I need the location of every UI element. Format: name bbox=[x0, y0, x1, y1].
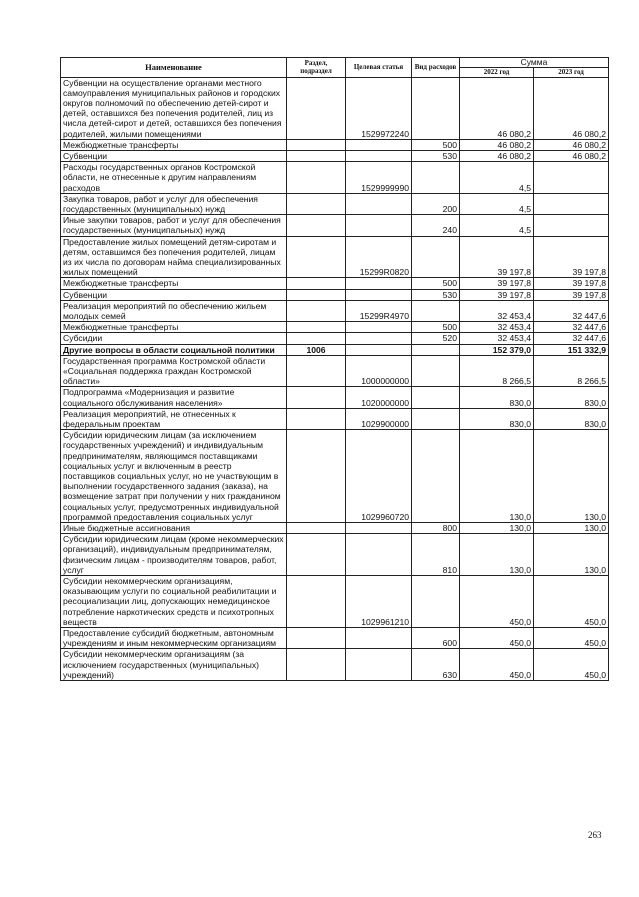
row-expense-type-cell bbox=[412, 387, 460, 408]
row-section-cell bbox=[287, 333, 346, 344]
row-expense-type-cell: 810 bbox=[412, 534, 460, 576]
row-name-cell: Предоставление жилых помещений детям-сиротам и детям, оставшимся без попечения родителей, лицам из их числа по договорам найма специализированных жилых помещений bbox=[61, 236, 287, 278]
row-expense-type-cell: 630 bbox=[412, 649, 460, 681]
header-section: Раздел, подраздел bbox=[287, 58, 346, 78]
table-row bbox=[61, 236, 609, 278]
row-expense-type-cell bbox=[412, 430, 460, 523]
row-sum-2023-cell: 32 447,6 bbox=[534, 322, 609, 333]
table-row bbox=[61, 215, 609, 236]
row-target-cell bbox=[346, 649, 412, 681]
row-sum-2022-cell: 4,5 bbox=[460, 193, 534, 214]
row-section-cell bbox=[287, 387, 346, 408]
row-name-cell: Субсидии некоммерческим организациям, оказывающим услуги по социальной реабилитации и ресоциализации лиц, допускающих немедицинское потребление наркотических средств и психотропных веществ bbox=[61, 576, 287, 628]
row-sum-2022-cell: 39 197,8 bbox=[460, 236, 534, 278]
row-expense-type-cell bbox=[412, 77, 460, 139]
row-target-cell: 1000000000 bbox=[346, 355, 412, 387]
header-expense-type: Вид расходов bbox=[412, 58, 460, 78]
header-year-2022: 2022 год bbox=[460, 67, 534, 77]
row-section-cell bbox=[287, 408, 346, 429]
row-sum-2022-cell: 450,0 bbox=[460, 628, 534, 649]
row-target-cell: 15299R0820 bbox=[346, 236, 412, 278]
row-section-cell bbox=[287, 523, 346, 534]
row-section-cell bbox=[287, 649, 346, 681]
row-section-cell bbox=[287, 162, 346, 194]
row-target-cell bbox=[346, 289, 412, 300]
table-row bbox=[61, 649, 609, 681]
page-number: 263 bbox=[588, 830, 602, 840]
row-section-cell bbox=[287, 77, 346, 139]
row-sum-2022-cell: 152 379,0 bbox=[460, 344, 534, 355]
table-row bbox=[61, 355, 609, 387]
row-expense-type-cell: 520 bbox=[412, 333, 460, 344]
row-sum-2023-cell bbox=[534, 162, 609, 194]
row-name-cell: Субсидии юридическим лицам (кроме некоммерческих организаций), индивидуальным предпринимателям, физическим лицам - производителям товаров, работ, услуг bbox=[61, 534, 287, 576]
row-sum-2022-cell: 46 080,2 bbox=[460, 150, 534, 161]
row-expense-type-cell bbox=[412, 162, 460, 194]
table-row bbox=[61, 289, 609, 300]
table-row bbox=[61, 408, 609, 429]
row-sum-2022-cell: 4,5 bbox=[460, 162, 534, 194]
row-expense-type-cell bbox=[412, 236, 460, 278]
row-name-cell: Закупка товаров, работ и услуг для обеспечения государственных (муниципальных) нужд bbox=[61, 193, 287, 214]
row-target-cell: 1529999990 bbox=[346, 162, 412, 194]
row-sum-2023-cell: 151 332,9 bbox=[534, 344, 609, 355]
table-row bbox=[61, 333, 609, 344]
row-sum-2022-cell: 4,5 bbox=[460, 215, 534, 236]
row-target-cell bbox=[346, 150, 412, 161]
row-section-cell bbox=[287, 139, 346, 150]
row-sum-2023-cell: 450,0 bbox=[534, 628, 609, 649]
row-expense-type-cell bbox=[412, 344, 460, 355]
row-sum-2023-cell: 130,0 bbox=[534, 430, 609, 523]
row-name-cell: Иные бюджетные ассигнования bbox=[61, 523, 287, 534]
row-expense-type-cell: 530 bbox=[412, 289, 460, 300]
row-expense-type-cell: 600 bbox=[412, 628, 460, 649]
table-row bbox=[61, 322, 609, 333]
row-section-cell bbox=[287, 193, 346, 214]
row-section-cell bbox=[287, 576, 346, 628]
table-row bbox=[61, 534, 609, 576]
table-row bbox=[61, 193, 609, 214]
table-row bbox=[61, 139, 609, 150]
table-row bbox=[61, 430, 609, 523]
row-sum-2023-cell: 39 197,8 bbox=[534, 278, 609, 289]
row-expense-type-cell bbox=[412, 300, 460, 321]
row-target-cell: 1029960720 bbox=[346, 430, 412, 523]
row-sum-2022-cell: 46 080,2 bbox=[460, 139, 534, 150]
row-target-cell: 1020000000 bbox=[346, 387, 412, 408]
row-target-cell bbox=[346, 523, 412, 534]
row-expense-type-cell: 500 bbox=[412, 139, 460, 150]
header-name: Наименование bbox=[61, 58, 287, 78]
row-sum-2023-cell: 32 447,6 bbox=[534, 333, 609, 344]
row-name-cell: Реализация мероприятий, не отнесенных к федеральным проектам bbox=[61, 408, 287, 429]
row-sum-2022-cell: 46 080,2 bbox=[460, 77, 534, 139]
table-row bbox=[61, 150, 609, 161]
row-sum-2023-cell: 46 080,2 bbox=[534, 150, 609, 161]
row-section-cell bbox=[287, 215, 346, 236]
table-body bbox=[61, 77, 609, 681]
row-name-cell: Межбюджетные трансферты bbox=[61, 322, 287, 333]
row-sum-2023-cell: 46 080,2 bbox=[534, 77, 609, 139]
row-sum-2022-cell: 130,0 bbox=[460, 523, 534, 534]
row-name-cell: Субсидии некоммерческим организациям (за исключением государственных (муниципальных) учреждений) bbox=[61, 649, 287, 681]
table-row bbox=[61, 300, 609, 321]
table-row bbox=[61, 387, 609, 408]
row-target-cell: 15299R4970 bbox=[346, 300, 412, 321]
row-target-cell bbox=[346, 628, 412, 649]
header-year-2023: 2023 год bbox=[534, 67, 609, 77]
row-sum-2023-cell: 130,0 bbox=[534, 523, 609, 534]
row-expense-type-cell: 500 bbox=[412, 322, 460, 333]
row-target-cell bbox=[346, 534, 412, 576]
row-name-cell: Подпрограмма «Модернизация и развитие социального обслуживания населения» bbox=[61, 387, 287, 408]
table-row bbox=[61, 278, 609, 289]
row-sum-2023-cell: 46 080,2 bbox=[534, 139, 609, 150]
row-sum-2023-cell bbox=[534, 215, 609, 236]
row-sum-2023-cell: 32 447,6 bbox=[534, 300, 609, 321]
row-sum-2022-cell: 830,0 bbox=[460, 408, 534, 429]
row-name-cell: Реализация мероприятий по обеспечению жильем молодых семей bbox=[61, 300, 287, 321]
row-sum-2022-cell: 39 197,8 bbox=[460, 278, 534, 289]
row-sum-2022-cell: 130,0 bbox=[460, 430, 534, 523]
row-expense-type-cell bbox=[412, 355, 460, 387]
row-target-cell bbox=[346, 139, 412, 150]
row-expense-type-cell: 200 bbox=[412, 193, 460, 214]
row-sum-2022-cell: 8 266,5 bbox=[460, 355, 534, 387]
header-target: Целевая статья bbox=[346, 58, 412, 78]
table-row bbox=[61, 628, 609, 649]
row-expense-type-cell: 530 bbox=[412, 150, 460, 161]
row-expense-type-cell: 500 bbox=[412, 278, 460, 289]
row-target-cell bbox=[346, 322, 412, 333]
row-section-cell bbox=[287, 534, 346, 576]
row-sum-2022-cell: 450,0 bbox=[460, 649, 534, 681]
row-target-cell bbox=[346, 344, 412, 355]
row-target-cell bbox=[346, 215, 412, 236]
row-sum-2023-cell: 450,0 bbox=[534, 576, 609, 628]
row-expense-type-cell: 800 bbox=[412, 523, 460, 534]
row-section-cell bbox=[287, 150, 346, 161]
row-name-cell: Расходы государственных органов Костромской области, не отнесенные к другим направлениям расходов bbox=[61, 162, 287, 194]
row-name-cell: Иные закупки товаров, работ и услуг для обеспечения государственных (муниципальных) нужд bbox=[61, 215, 287, 236]
budget-table bbox=[60, 57, 609, 681]
row-name-cell: Межбюджетные трансферты bbox=[61, 139, 287, 150]
row-name-cell: Субсидии bbox=[61, 333, 287, 344]
row-sum-2022-cell: 39 197,8 bbox=[460, 289, 534, 300]
row-target-cell: 1029961210 bbox=[346, 576, 412, 628]
row-target-cell bbox=[346, 333, 412, 344]
row-section-cell bbox=[287, 236, 346, 278]
row-sum-2023-cell: 39 197,8 bbox=[534, 236, 609, 278]
row-name-cell: Субвенции на осуществление органами местного самоуправления муниципальных районов и городских округов полномочий по обеспечению детей-сирот и детей, оставшихся без попечения родителей, лиц из числа детей-сирот и детей, оставшихся без попечения родителей, жилыми помещениями bbox=[61, 77, 287, 139]
row-section-cell bbox=[287, 628, 346, 649]
row-sum-2023-cell: 8 266,5 bbox=[534, 355, 609, 387]
row-sum-2023-cell bbox=[534, 193, 609, 214]
table-row bbox=[61, 162, 609, 194]
row-section-cell bbox=[287, 355, 346, 387]
header-sum: Сумма bbox=[460, 58, 609, 68]
row-section-cell bbox=[287, 289, 346, 300]
row-expense-type-cell bbox=[412, 408, 460, 429]
row-sum-2023-cell: 450,0 bbox=[534, 649, 609, 681]
row-expense-type-cell bbox=[412, 576, 460, 628]
row-sum-2022-cell: 830,0 bbox=[460, 387, 534, 408]
table-row bbox=[61, 344, 609, 355]
row-sum-2022-cell: 450,0 bbox=[460, 576, 534, 628]
row-name-cell: Субсидии юридическим лицам (за исключением государственных учреждений) и индивидуальным предпринимателям, являющимся поставщиками социальных услуг и включенным в реестр поставщиков социальных услуг, но не участвующим в выполнении государственного задания (заказа), на возмещение затрат при получении у них гражданином социальных услуг, предусмотренных индивидуальной программой предоставления социальных услуг bbox=[61, 430, 287, 523]
table-row bbox=[61, 523, 609, 534]
row-section-cell bbox=[287, 278, 346, 289]
row-section-cell bbox=[287, 322, 346, 333]
row-target-cell: 1529972240 bbox=[346, 77, 412, 139]
row-target-cell bbox=[346, 278, 412, 289]
row-sum-2023-cell: 39 197,8 bbox=[534, 289, 609, 300]
row-name-cell: Государственная программа Костромской области «Социальная поддержка граждан Костромской области» bbox=[61, 355, 287, 387]
table-row bbox=[61, 576, 609, 628]
row-name-cell: Субвенции bbox=[61, 289, 287, 300]
row-name-cell: Другие вопросы в области социальной политики bbox=[61, 344, 287, 355]
row-target-cell: 1029900000 bbox=[346, 408, 412, 429]
row-name-cell: Предоставление субсидий бюджетным, автономным учреждениям и иным некоммерческим организациям bbox=[61, 628, 287, 649]
row-section-cell bbox=[287, 300, 346, 321]
row-section-cell: 1006 bbox=[287, 344, 346, 355]
row-target-cell bbox=[346, 193, 412, 214]
row-sum-2022-cell: 32 453,4 bbox=[460, 300, 534, 321]
row-sum-2023-cell: 130,0 bbox=[534, 534, 609, 576]
row-sum-2023-cell: 830,0 bbox=[534, 408, 609, 429]
row-sum-2022-cell: 32 453,4 bbox=[460, 333, 534, 344]
row-sum-2023-cell: 830,0 bbox=[534, 387, 609, 408]
row-expense-type-cell: 240 bbox=[412, 215, 460, 236]
row-section-cell bbox=[287, 430, 346, 523]
table-row bbox=[61, 77, 609, 139]
row-sum-2022-cell: 32 453,4 bbox=[460, 322, 534, 333]
row-sum-2022-cell: 130,0 bbox=[460, 534, 534, 576]
row-name-cell: Субвенции bbox=[61, 150, 287, 161]
row-name-cell: Межбюджетные трансферты bbox=[61, 278, 287, 289]
